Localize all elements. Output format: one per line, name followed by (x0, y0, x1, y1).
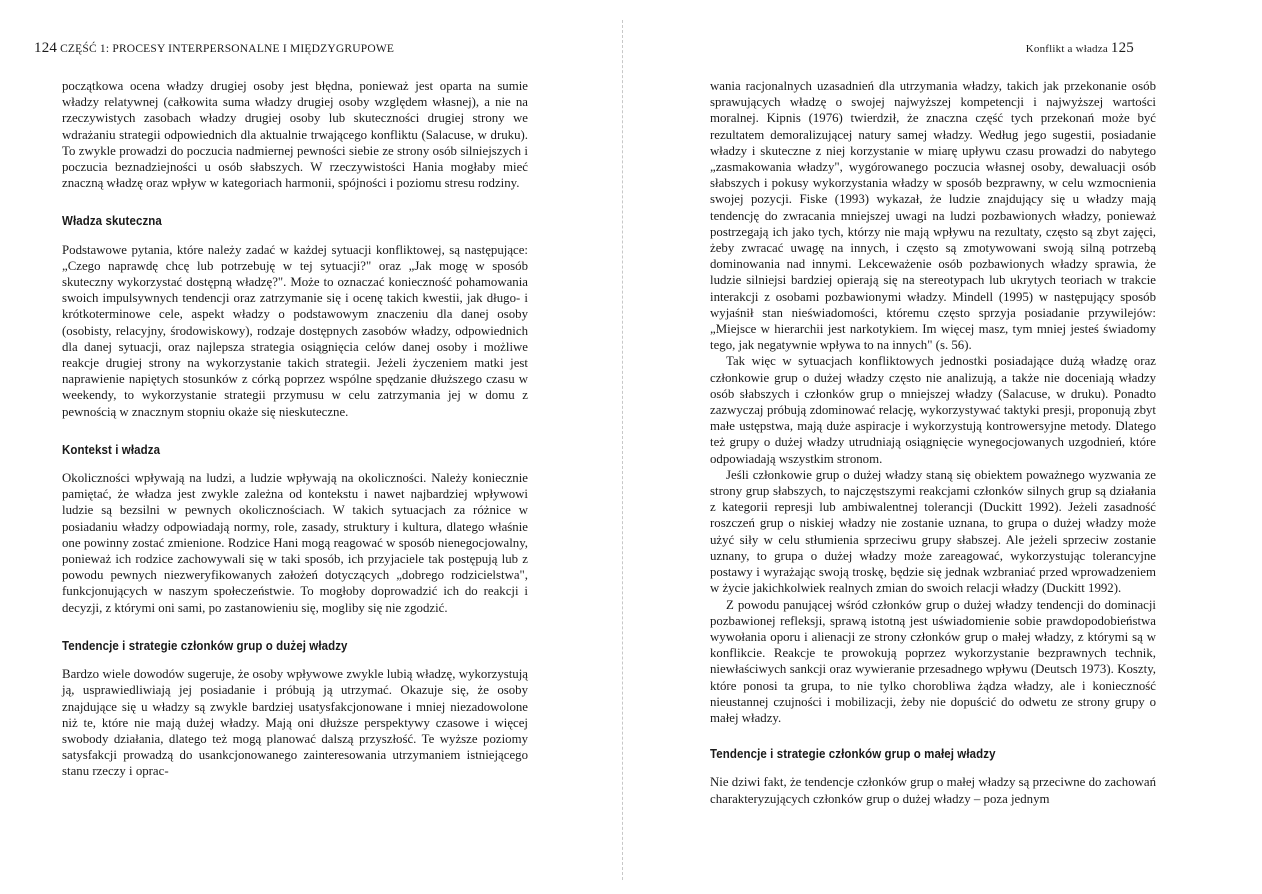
left-running-head (34, 40, 394, 57)
right-chapter-title: Konflikt a władza (1025, 43, 1108, 55)
right-running-head (1026, 40, 1134, 57)
section-heading: Tendencje i strategie członków grup o dużej władzy (62, 638, 348, 653)
paragraph: Okoliczności wpływają na ludzi, a ludzie wpływają na okoliczności. Należy koniecznie pamiętać, że władza jest zwykle zależna od kontekstu i nawet najbardziej wpływowi ludzie są bezsilni w pewnych okolicznościach. W takich sytuacjach za różnice w posiadaniu władzy odpowiadają normy, role, zasady, struktury i kultura, dlatego właśnie one powinny zostać zmienione. Rodzice Hani mogą reagować w sposób nienegocjowalny, ponieważ ich rodzice zachowywali się w taki sposób, ich przyjaciele tak postępują lub z powodu pewnych niezweryfikowanych założeń dotyczących „dobrego rodzicielstwa", funkcjonujących w naszym społeczeństwie. To mogłoby doprowadzić ich do reakcji i decyzji, z którymi oni sami, po zastanowieniu się, mogliby się nie zgodzić. (62, 471, 528, 615)
paragraph: wania racjonalnych uzasadnień dla utrzymania władzy, takich jak przekonanie osób sprawujących władzę o swojej najwyższej kompetencji i najwyższej wartości moralnej. Kipnis (1976) twierdził, że znaczna część tych przekonań może być rezultatem demoralizującej natury samej władzy. Według jego sugestii, posiadanie władzy i skuteczne z niej korzystanie w miarę upływu czasu prowadzi do nabytego „zasmakowania władzy", wygórowanego poczucia własnej osoby, dewaluacji osób słabszych i pokusy wykorzystania władzy w sposób bezprawny, w celu wzmocnienia swojej pozycji. Fiske (1993) wykazał, że ludzie znajdujący się u władzy mają tendencję do zwracania mniejszej uwagi na ludzi pozbawionych władzy, ponieważ postrzegają ich jako tych, którzy nie mają wpływu na rezultaty, często są zbyt zajęci, żeby zwracać uwagę na innych, i często są zmotywowani swoją silną potrzebą dominowania nad innymi. Lekceważenie osób pozbawionych władzy sprawia, że ludzie silniejsi bardziej opierają się na stereotypach lub ukrytych teoriach w trakcie interakcji z osobami pozbawionymi władzy. Mindell (1995) w następujący sposób wyjaśnił stan nieświadomości, któremu często sprzyja posiadanie przywilejów: „Miejsce w hierarchii jest narkotykiem. Im więcej masz, tym mniej jesteś świadomy tego, jak negatywnie wpływa to na innych" (s. 56). (710, 79, 1156, 353)
section-heading: Władza skuteczna (62, 214, 162, 229)
page-gutter (622, 20, 623, 880)
right-text-column (710, 78, 1156, 807)
paragraph: Z powodu panującej wśród członków grup o dużej władzy tendencji do dominacji pozbawionej refleksji, sprawą istotną jest uświadomienie sobie prawdopodobieństwa wywołania oporu i alienacji ze strony członków grup o małej władzy, z którymi są w konflikcie. Reakcje te prowokują poprzez wykorzystanie bezprawnych technik, niewłaściwych sankcji oraz wywieranie przesadnego wpływu (Deutsch 1973). Koszty, które ponosi ta grupa, to nie tylko chorobliwa żądza władzy, ale i konieczność nieustannej czujności i mobilizacji, żeby nie dopuścić do odwetu ze strony grupy o małej władzy. (710, 597, 1156, 725)
paragraph: Tak więc w sytuacjach konfliktowych jednostki posiadające dużą władzę oraz członkowie grup o dużej władzy często nie analizują, a także nie doceniają władzy osób słabszych i członków grup o mniejszej władzy (Salacuse, w druku). Ponadto zazwyczaj próbują zdominować relację, wykorzystywać taktyki presji, proponują zbyt małe ustępstwa, mają duże aspiracje i wykorzystują kontrowersyjne metody. Dlatego też grupy o dużej władzy utrudniają osiągnięcie wynegocjowanych uzgodnień, które odpowiadają wszystkim stronom. (710, 354, 1156, 466)
left-chapter-title: CZĘŚĆ 1: PROCESY INTERPERSONALNE I MIĘDZYGRUPOWE (60, 43, 395, 55)
paragraph: Jeśli członkowie grup o dużej władzy staną się obiektem poważnego wyzwania ze strony grup słabszych, to najczęstszymi reakcjami członków silnych grup są działania z kategorii represji lub ambiwalentnej tolerancji (Duckitt 1992). Jeżeli zasadność roszczeń grup o niskiej władzy nie zostanie uznana, to grupa o dużej władzy może użyć siły w celu stłumienia sprzeciwu grupy słabszej. Ale jeżeli sprzeciw zostanie uznany, to grupa o dużej władzy może zareagować, wykorzystując tolerancyjne postawy i wyrażając swoją troskę, będzie się jednak wzbraniać przed wprowadzeniem w życie jakichkolwiek realnych zmian do swoich relacji władzy (Duckitt 1992). (710, 467, 1156, 596)
section-heading: Tendencje i strategie członków grup o małej władzy (710, 747, 996, 762)
paragraph: Nie dziwi fakt, że tendencje członków grup o małej władzy są przeciwne do zachowań charakteryzujących członków grup o dużej władzy – poza jednym (710, 775, 1156, 806)
paragraph: Podstawowe pytania, które należy zadać w każdej sytuacji konfliktowej, są następujące: „Czego naprawdę chcę lub potrzebuję w tej sytuacji?" oraz „Jak mogę w sposób skuteczny wykorzystać dostępną władzę?". Może to oznaczać konieczność pohamowania swoich impulsywnych tendencji oraz zatrzymanie się i ocenę takich kwestii, jak długo- i krótkoterminowe cele, aspekt władzy o podstawowym znaczeniu dla danej osoby (osobisty, relacyjny, środowiskowy), rodzaje dostępnych zasobów władzy, odpowiednich dla danej sytuacji, oraz najlepsza strategia osiągnięcia celów danej osoby i możliwe reakcje drugiej strony na wykorzystanie takich strategii. Jeżeli życzeniem matki jest naprawienie napiętych stosunków z córką poprzez wspólne spędzanie dłuższego czasu w weekendy, to wykorzystanie strategii przymusu w celu zatrzymania jej w domu z pewnością w znacznym stopniu okaże się nieskuteczne. (62, 242, 528, 419)
left-text-column (62, 78, 528, 780)
section-heading: Kontekst i władza (62, 442, 161, 457)
left-page (0, 0, 620, 894)
paragraph: początkowa ocena władzy drugiej osoby jest błędna, ponieważ jest oparta na sumie władzy relatywnej (całkowita suma władzy drugiej osoby względem własnej), a nie na rzeczywistych zasobach władzy drugiej osoby lub skuteczności drugiej strony we wdrażaniu strategii odpowiednich dla aktualnie trwającego konfliktu (Salacuse, w druku). To zwykle prowadzi do poczucia nadmiernej pewności siebie ze strony osób silniejszych i poczucia beznadziejności u osób słabszych. W rzeczywistości Hania mogłaby mieć znaczną władzę oraz wpływ w kategoriach harmonii, spójności i poziomu stresu rodziny. (62, 79, 528, 191)
right-page-number: 125 (1110, 40, 1134, 56)
right-page (630, 0, 1262, 894)
paragraph: Bardzo wiele dowodów sugeruje, że osoby wpływowe zwykle lubią władzę, wykorzystują ją, usprawiedliwiają jej posiadanie i próbują ją utrzymać. Okazuje się, że osoby znajdujące się u władzy są zwykle bardziej usatysfakcjonowane i mniej niezadowolone niż te, które nie mają dużej władzy. Mają oni dłuższe perspektywy czasowe i więcej swobody działania, dlatego też mogą planować dalszą przyszłość. Te wyższe poziomy satysfakcji prowadzą do usankcjonowanego zainteresowania utrzymaniem istniejącego stanu rzeczy i oprac- (62, 667, 528, 779)
left-page-number: 124 (34, 40, 58, 56)
